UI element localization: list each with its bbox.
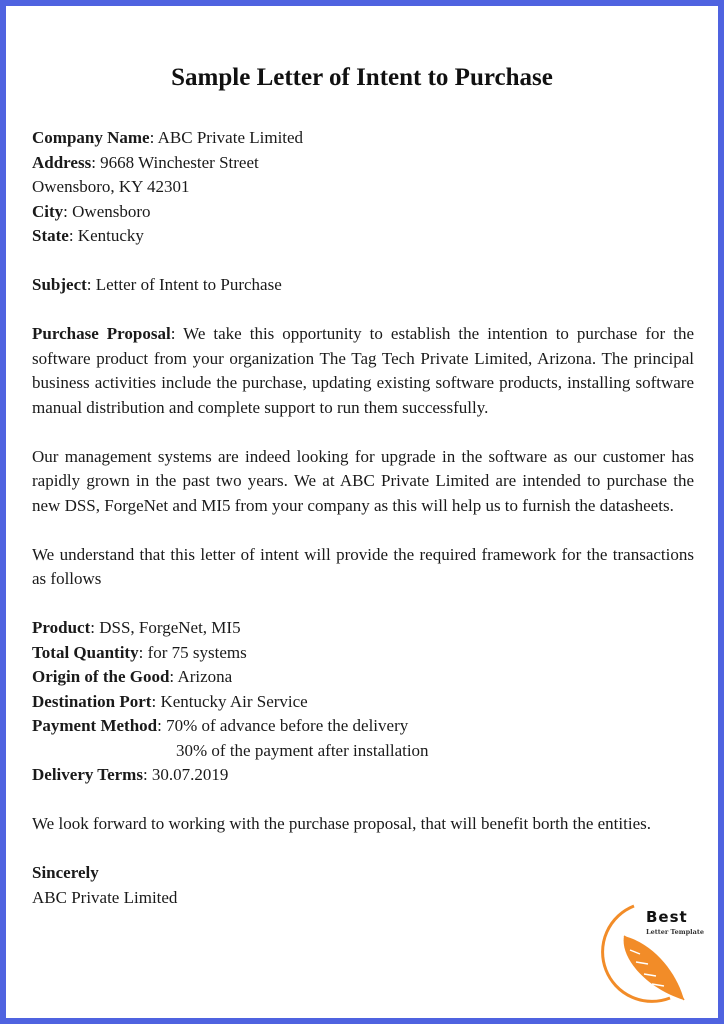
city-value: : Owensboro [63,201,151,221]
subject-line [32,273,694,298]
quantity-value: : for 75 systems [138,642,247,662]
origin-label: Origin of the Good [32,667,170,686]
payment-method-line [32,714,694,739]
address-line-2: Owensboro, KY 42301 [32,177,190,196]
destination-port-line [32,690,694,715]
subject-label: Subject [32,275,87,294]
company-name-line [32,126,694,151]
address-label: Address [32,152,92,172]
delivery-value: : 30.07.2019 [142,765,229,784]
state-line [32,224,694,249]
signatory: ABC Private Limited [32,887,178,907]
payment-value: : 70% of advance before the delivery [157,716,409,735]
address-line [32,151,694,176]
company-name-label: Company Name [32,128,150,147]
letter-body [32,126,694,910]
sign-off: Sincerely [32,863,99,882]
quantity-line [32,641,694,666]
proposal-text: : We take this opportunity to establish the intention to purchase for the software product from your organization The Tag Tech Private Limited, Arizona. The principal business activities include the purchase, updating existing software products, installing software manual distribution and complete support to run them successfully. [32,324,694,417]
framework-paragraph: We understand that this letter of intent will provide the required framework for the transactions as follows [32,544,694,588]
product-value: : DSS, ForgeNet, MI5 [90,618,241,637]
payment-label: Payment Method [32,716,158,735]
delivery-terms-line [32,763,694,788]
logo-sub-text: Letter Template [646,928,705,936]
proposal-label: Purchase Proposal [32,324,171,343]
page-title: Sample Letter of Intent to Purchase [171,64,553,91]
delivery-label: Delivery Terms [32,765,143,784]
port-label: Destination Port [32,691,152,711]
product-line [32,616,694,641]
logo-main-text: Best [646,908,688,926]
purchase-proposal-paragraph [32,322,694,420]
origin-line [32,665,694,690]
management-paragraph: Our management systems are indeed looking for upgrade in the software as our customer has rapidly grown in the past two years. We at ABC Private Limited are intended to purchase the new DSS, ForgeNet and MI5 from your company as this will help us to furnish the datasheets. [32,446,694,515]
subject-value: : Letter of Intent to Purchase [86,275,282,294]
address-value: : 9668 Winchester Street [91,152,259,172]
port-value: : Kentucky Air Service [151,691,308,711]
origin-value: : Arizona [169,667,233,686]
closing-paragraph: We look forward to working with the purchase proposal, that will benefit borth the entities. [32,814,651,833]
state-value: : Kentucky [68,226,144,245]
payment-line-2: 30% of the payment after installation [176,740,429,760]
city-label: City [32,201,64,221]
city-line [32,200,694,225]
best-letter-template-logo [594,898,712,1008]
state-label: State [32,226,69,245]
company-name-value: : ABC Private Limited [149,128,304,147]
product-label: Product [32,618,91,637]
quantity-label: Total Quantity [32,642,139,662]
